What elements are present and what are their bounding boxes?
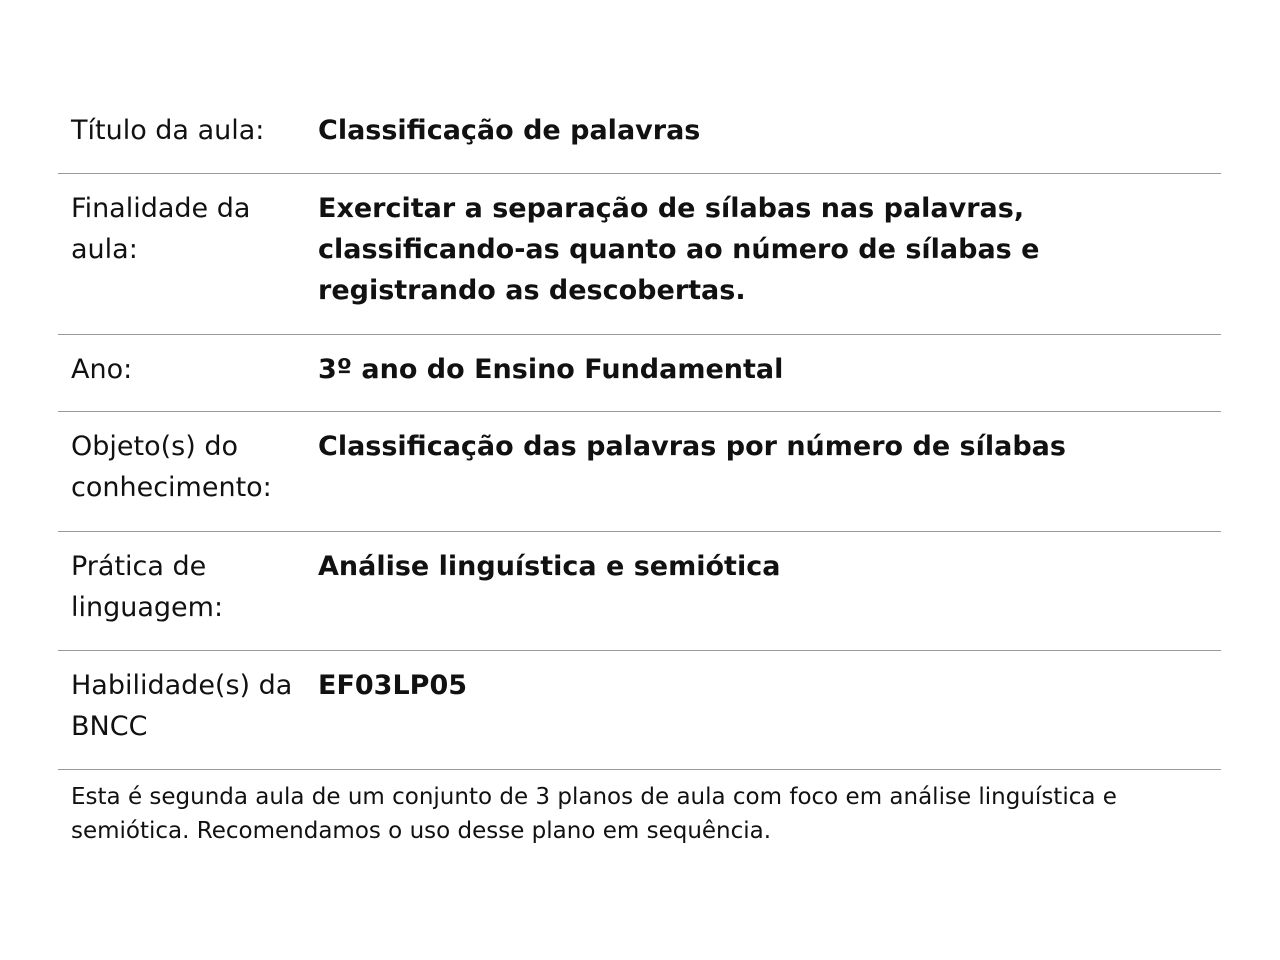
row-label: Ano:	[71, 354, 133, 385]
row-value: Análise linguística e semiótica	[318, 551, 781, 582]
row-lesson-title	[58, 96, 1221, 174]
row-label: Prática de linguagem:	[71, 551, 224, 623]
row-lesson-purpose	[58, 174, 1221, 335]
row-school-year	[58, 335, 1221, 412]
row-value: 3º ano do Ensino Fundamental	[318, 354, 784, 385]
lesson-plan-table	[58, 96, 1221, 848]
row-value: EF03LP05	[318, 670, 468, 701]
row-label: Habilidade(s) da BNCC	[71, 670, 293, 742]
row-value: Classificação de palavras	[318, 115, 701, 146]
row-value: Classificação das palavras por número de sílabas	[318, 431, 1066, 462]
row-label: Título da aula:	[71, 115, 265, 146]
row-label: Objeto(s) do conhecimento:	[71, 431, 272, 503]
sequence-note: Esta é segunda aula de um conjunto de 3 planos de aula com foco em análise linguística e semiótica. Recomendamos o uso desse plano em sequência.	[71, 784, 1117, 844]
row-label: Finalidade da aula:	[71, 193, 251, 265]
row-knowledge-objects	[58, 412, 1221, 532]
row-value: Exercitar a separação de sílabas nas palavras, classificando-as quanto ao número de sílabas e registrando as descobertas.	[318, 193, 1040, 306]
row-bncc-skills	[58, 651, 1221, 770]
row-language-practice	[58, 532, 1221, 651]
